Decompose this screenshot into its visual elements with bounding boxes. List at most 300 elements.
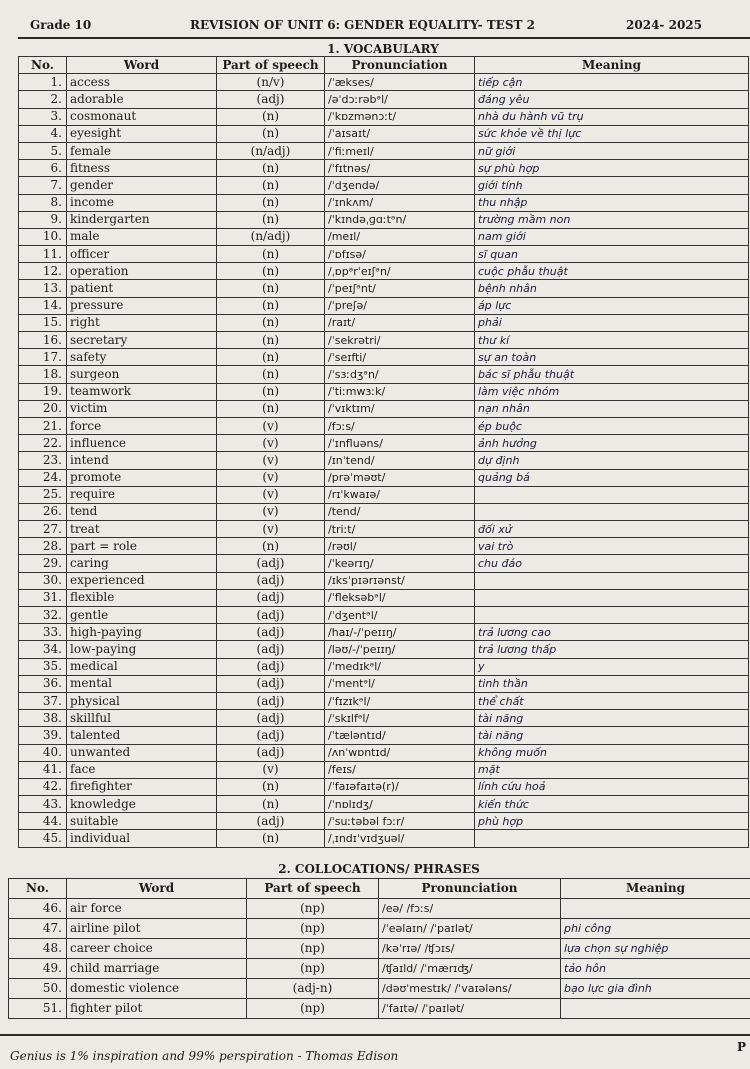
- table-row: [19, 297, 749, 314]
- word-cell: experienced: [67, 572, 217, 589]
- word-cell: physical: [67, 692, 217, 709]
- row-number-cell: 21.: [19, 417, 67, 434]
- col-header-meaning: Meaning: [561, 879, 750, 899]
- table-row: [19, 486, 749, 503]
- table-row: [19, 572, 749, 589]
- meaning-cell: y: [475, 658, 749, 675]
- row-number-cell: 48.: [9, 939, 67, 959]
- row-number-cell: 43.: [19, 796, 67, 813]
- part-of-speech-cell: (adj): [217, 91, 325, 108]
- part-of-speech-cell: (np): [247, 959, 379, 979]
- page-header: [30, 18, 702, 34]
- word-cell: intend: [67, 452, 217, 469]
- table-row: [19, 349, 749, 366]
- table-row: [19, 108, 749, 125]
- pronunciation-cell: /ˈdʒentᵊl/: [325, 607, 475, 624]
- word-cell: adorable: [67, 91, 217, 108]
- table-row: [9, 959, 750, 979]
- meaning-cell: sự phù hợp: [475, 160, 749, 177]
- row-number-cell: 13.: [19, 280, 67, 297]
- word-cell: victim: [67, 400, 217, 417]
- meaning-cell: lính cứu hoả: [475, 778, 749, 795]
- meaning-cell: phù hợp: [475, 813, 749, 830]
- part-of-speech-cell: (adj): [217, 589, 325, 606]
- part-of-speech-cell: (n): [217, 263, 325, 280]
- word-cell: access: [67, 74, 217, 91]
- word-cell: low-paying: [67, 641, 217, 658]
- pronunciation-cell: /ˈkeərɪŋ/: [325, 555, 475, 572]
- meaning-cell: nhà du hành vũ trụ: [475, 108, 749, 125]
- table-row: [19, 452, 749, 469]
- meaning-cell: thu nhập: [475, 194, 749, 211]
- pronunciation-cell: /ˈmentᵊl/: [325, 675, 475, 692]
- part-of-speech-cell: (n): [217, 194, 325, 211]
- word-cell: teamwork: [67, 383, 217, 400]
- meaning-cell: sự an toàn: [475, 349, 749, 366]
- table-row: [9, 919, 750, 939]
- part-of-speech-cell: (np): [247, 899, 379, 919]
- table-row: [19, 830, 749, 847]
- word-cell: gentle: [67, 607, 217, 624]
- pronunciation-cell: /ˈskɪlfᵊl/: [325, 710, 475, 727]
- meaning-cell: trả lương cao: [475, 624, 749, 641]
- word-cell: face: [67, 761, 217, 778]
- row-number-cell: 24.: [19, 469, 67, 486]
- row-number-cell: 23.: [19, 452, 67, 469]
- pronunciation-cell: /ˈtæləntɪd/: [325, 727, 475, 744]
- part-of-speech-cell: (n/adj): [217, 228, 325, 245]
- table-row: [19, 607, 749, 624]
- pronunciation-cell: /ˈfɪtnəs/: [325, 160, 475, 177]
- word-cell: high-paying: [67, 624, 217, 641]
- part-of-speech-cell: (n/adj): [217, 142, 325, 159]
- vocabulary-section-title: 1. VOCABULARY: [327, 42, 439, 56]
- table-row: [19, 366, 749, 383]
- part-of-speech-cell: (v): [217, 486, 325, 503]
- table-row: [19, 538, 749, 555]
- pronunciation-cell: /ˈɪnfluəns/: [325, 435, 475, 452]
- meaning-cell: tài năng: [475, 727, 749, 744]
- table-row: [19, 778, 749, 795]
- row-number-cell: 42.: [19, 778, 67, 795]
- row-number-cell: 39.: [19, 727, 67, 744]
- row-number-cell: 31.: [19, 589, 67, 606]
- row-number-cell: 17.: [19, 349, 67, 366]
- table-row: [19, 675, 749, 692]
- meaning-cell: phải: [475, 314, 749, 331]
- row-number-cell: 45.: [19, 830, 67, 847]
- word-cell: suitable: [67, 813, 217, 830]
- part-of-speech-cell: (adj): [217, 744, 325, 761]
- row-number-cell: 49.: [9, 959, 67, 979]
- table-row: [19, 211, 749, 228]
- part-of-speech-cell: (adj): [217, 607, 325, 624]
- col-header-no: No.: [9, 879, 67, 899]
- meaning-cell: [475, 503, 749, 520]
- meaning-cell: dự định: [475, 452, 749, 469]
- grade-label: Grade 10: [30, 18, 92, 32]
- row-number-cell: 3.: [19, 108, 67, 125]
- pronunciation-cell: /ˈfleksəbᵊl/: [325, 589, 475, 606]
- row-number-cell: 33.: [19, 624, 67, 641]
- pronunciation-cell: /ˈfɪzɪkᵊl/: [325, 692, 475, 709]
- pronunciation-cell: /tend/: [325, 503, 475, 520]
- col-header-pronunciation: Pronunciation: [379, 879, 561, 899]
- col-header-meaning: Meaning: [475, 57, 749, 74]
- meaning-cell: đáng yêu: [475, 91, 749, 108]
- pronunciation-cell: /əˈdɔːrəbᵊl/: [325, 91, 475, 108]
- table-row: [19, 641, 749, 658]
- word-cell: caring: [67, 555, 217, 572]
- table-row: [9, 899, 750, 919]
- pronunciation-cell: /kəˈrɪə/ /ʧɔɪs/: [379, 939, 561, 959]
- pronunciation-cell: /triːt/: [325, 521, 475, 538]
- row-number-cell: 34.: [19, 641, 67, 658]
- part-of-speech-cell: (adj-n): [247, 979, 379, 999]
- row-number-cell: 35.: [19, 658, 67, 675]
- word-cell: domestic violence: [67, 979, 247, 999]
- meaning-cell: [475, 607, 749, 624]
- row-number-cell: 38.: [19, 710, 67, 727]
- row-number-cell: 19.: [19, 383, 67, 400]
- table-row: [19, 177, 749, 194]
- table-row: [19, 400, 749, 417]
- meaning-cell: thư kí: [475, 332, 749, 349]
- meaning-cell: lựa chọn sự nghiệp: [561, 939, 750, 959]
- table-row: [19, 246, 749, 263]
- meaning-cell: trường mầm non: [475, 211, 749, 228]
- word-cell: knowledge: [67, 796, 217, 813]
- school-year: 2024- 2025: [626, 18, 702, 32]
- collocations-section-title: 2. COLLOCATIONS/ PHRASES: [278, 862, 480, 876]
- pronunciation-cell: /ˈfaɪtə/ /ˈpaɪlət/: [379, 999, 561, 1019]
- row-number-cell: 12.: [19, 263, 67, 280]
- row-number-cell: 37.: [19, 692, 67, 709]
- meaning-cell: ép buộc: [475, 417, 749, 434]
- page-mark: P: [736, 1040, 746, 1054]
- pronunciation-cell: /ɪksˈpɪərɪənst/: [325, 572, 475, 589]
- row-number-cell: 6.: [19, 160, 67, 177]
- part-of-speech-cell: (adj): [217, 572, 325, 589]
- word-cell: career choice: [67, 939, 247, 959]
- pronunciation-cell: /ˈnɒlɪdʒ/: [325, 796, 475, 813]
- table-row: [19, 332, 749, 349]
- meaning-cell: phi công: [561, 919, 750, 939]
- footer-rule: [0, 1034, 750, 1036]
- table-row: [19, 727, 749, 744]
- meaning-cell: [561, 999, 750, 1019]
- table-row: [19, 710, 749, 727]
- table-row: [19, 813, 749, 830]
- word-cell: tend: [67, 503, 217, 520]
- pronunciation-cell: /ˈfiːmeɪl/: [325, 142, 475, 159]
- part-of-speech-cell: (adj): [217, 624, 325, 641]
- part-of-speech-cell: (n): [217, 125, 325, 142]
- word-cell: fitness: [67, 160, 217, 177]
- part-of-speech-cell: (adj): [217, 813, 325, 830]
- part-of-speech-cell: (adj): [217, 555, 325, 572]
- pronunciation-cell: /fɔːs/: [325, 417, 475, 434]
- row-number-cell: 26.: [19, 503, 67, 520]
- vocabulary-table: [18, 56, 749, 848]
- part-of-speech-cell: (n): [217, 830, 325, 847]
- part-of-speech-cell: (n/v): [217, 74, 325, 91]
- table-row: [19, 521, 749, 538]
- row-number-cell: 36.: [19, 675, 67, 692]
- part-of-speech-cell: (n): [217, 160, 325, 177]
- part-of-speech-cell: (v): [217, 469, 325, 486]
- pronunciation-cell: /ʌnˈwɒntɪd/: [325, 744, 475, 761]
- col-header-part-of-speech: Part of speech: [217, 57, 325, 74]
- row-number-cell: 29.: [19, 555, 67, 572]
- meaning-cell: giới tính: [475, 177, 749, 194]
- pronunciation-cell: /ˈtiːmwɜːk/: [325, 383, 475, 400]
- table-row: [19, 91, 749, 108]
- part-of-speech-cell: (v): [217, 761, 325, 778]
- meaning-cell: sức khỏe về thị lực: [475, 125, 749, 142]
- meaning-cell: tảo hôn: [561, 959, 750, 979]
- part-of-speech-cell: (n): [217, 332, 325, 349]
- pronunciation-cell: /ˈkɒzmənɔːt/: [325, 108, 475, 125]
- table-row: [19, 280, 749, 297]
- table-row: [19, 194, 749, 211]
- row-number-cell: 1.: [19, 74, 67, 91]
- meaning-cell: áp lực: [475, 297, 749, 314]
- table-row: [19, 796, 749, 813]
- meaning-cell: nạn nhân: [475, 400, 749, 417]
- table-row: [19, 761, 749, 778]
- word-cell: operation: [67, 263, 217, 280]
- word-cell: influence: [67, 435, 217, 452]
- meaning-cell: ảnh hưởng: [475, 435, 749, 452]
- word-cell: gender: [67, 177, 217, 194]
- word-cell: income: [67, 194, 217, 211]
- table-row: [19, 263, 749, 280]
- row-number-cell: 44.: [19, 813, 67, 830]
- part-of-speech-cell: (np): [247, 939, 379, 959]
- part-of-speech-cell: (v): [217, 435, 325, 452]
- meaning-cell: nữ giới: [475, 142, 749, 159]
- part-of-speech-cell: (n): [217, 778, 325, 795]
- pronunciation-cell: /ˈɪnkʌm/: [325, 194, 475, 211]
- pronunciation-cell: /ˈsekrətri/: [325, 332, 475, 349]
- table-row: [19, 417, 749, 434]
- row-number-cell: 5.: [19, 142, 67, 159]
- meaning-cell: [561, 899, 750, 919]
- table-row: [19, 503, 749, 520]
- pronunciation-cell: /raɪt/: [325, 314, 475, 331]
- table-row: [9, 999, 750, 1019]
- row-number-cell: 50.: [9, 979, 67, 999]
- pronunciation-cell: /ˈsɜːdʒᵊn/: [325, 366, 475, 383]
- part-of-speech-cell: (n): [217, 246, 325, 263]
- meaning-cell: bệnh nhân: [475, 280, 749, 297]
- row-number-cell: 7.: [19, 177, 67, 194]
- part-of-speech-cell: (adj): [217, 692, 325, 709]
- part-of-speech-cell: (n): [217, 314, 325, 331]
- footer-quote: Genius is 1% inspiration and 99% perspiration - Thomas Edison: [10, 1049, 399, 1063]
- word-cell: force: [67, 417, 217, 434]
- table-row: [19, 589, 749, 606]
- pronunciation-cell: /ˈeəlaɪn/ /ˈpaɪlət/: [379, 919, 561, 939]
- row-number-cell: 47.: [9, 919, 67, 939]
- word-cell: talented: [67, 727, 217, 744]
- col-header-no: No.: [19, 57, 67, 74]
- table-row: [19, 74, 749, 91]
- word-cell: male: [67, 228, 217, 245]
- meaning-cell: tiếp cận: [475, 74, 749, 91]
- word-cell: treat: [67, 521, 217, 538]
- row-number-cell: 14.: [19, 297, 67, 314]
- word-cell: patient: [67, 280, 217, 297]
- part-of-speech-cell: (n): [217, 280, 325, 297]
- pronunciation-cell: /ˈpeɪʃᵊnt/: [325, 280, 475, 297]
- word-cell: individual: [67, 830, 217, 847]
- table-row: [19, 142, 749, 159]
- part-of-speech-cell: (adj): [217, 675, 325, 692]
- row-number-cell: 15.: [19, 314, 67, 331]
- pronunciation-cell: /ˈpreʃə/: [325, 297, 475, 314]
- word-cell: eyesight: [67, 125, 217, 142]
- word-cell: airline pilot: [67, 919, 247, 939]
- part-of-speech-cell: (n): [217, 383, 325, 400]
- row-number-cell: 2.: [19, 91, 67, 108]
- word-cell: secretary: [67, 332, 217, 349]
- word-cell: require: [67, 486, 217, 503]
- part-of-speech-cell: (np): [247, 919, 379, 939]
- part-of-speech-cell: (n): [217, 538, 325, 555]
- row-number-cell: 18.: [19, 366, 67, 383]
- word-cell: female: [67, 142, 217, 159]
- word-cell: pressure: [67, 297, 217, 314]
- part-of-speech-cell: (v): [217, 503, 325, 520]
- table-row: [9, 979, 750, 999]
- pronunciation-cell: /dəʊˈmestɪk/ /ˈvaɪələns/: [379, 979, 561, 999]
- row-number-cell: 11.: [19, 246, 67, 263]
- table-row: [19, 658, 749, 675]
- row-number-cell: 25.: [19, 486, 67, 503]
- meaning-cell: vai trò: [475, 538, 749, 555]
- meaning-cell: mặt: [475, 761, 749, 778]
- part-of-speech-cell: (adj): [217, 658, 325, 675]
- part-of-speech-cell: (np): [247, 999, 379, 1019]
- meaning-cell: tinh thần: [475, 675, 749, 692]
- col-header-word: Word: [67, 57, 217, 74]
- word-cell: child marriage: [67, 959, 247, 979]
- word-cell: promote: [67, 469, 217, 486]
- meaning-cell: không muốn: [475, 744, 749, 761]
- collocations-header-row: [9, 879, 750, 899]
- table-row: [19, 555, 749, 572]
- pronunciation-cell: /ˈaɪsaɪt/: [325, 125, 475, 142]
- meaning-cell: [475, 486, 749, 503]
- pronunciation-cell: /haɪ/-/ˈpeɪɪŋ/: [325, 624, 475, 641]
- row-number-cell: 51.: [9, 999, 67, 1019]
- part-of-speech-cell: (adj): [217, 641, 325, 658]
- row-number-cell: 8.: [19, 194, 67, 211]
- col-header-word: Word: [67, 879, 247, 899]
- table-row: [19, 744, 749, 761]
- pronunciation-cell: /ˈvɪktɪm/: [325, 400, 475, 417]
- part-of-speech-cell: (n): [217, 366, 325, 383]
- pronunciation-cell: /feɪs/: [325, 761, 475, 778]
- word-cell: flexible: [67, 589, 217, 606]
- meaning-cell: [475, 830, 749, 847]
- meaning-cell: tài năng: [475, 710, 749, 727]
- pronunciation-cell: /ˈɒfɪsə/: [325, 246, 475, 263]
- pronunciation-cell: /ˈmedɪkᵊl/: [325, 658, 475, 675]
- row-number-cell: 9.: [19, 211, 67, 228]
- word-cell: unwanted: [67, 744, 217, 761]
- word-cell: surgeon: [67, 366, 217, 383]
- part-of-speech-cell: (v): [217, 452, 325, 469]
- part-of-speech-cell: (v): [217, 417, 325, 434]
- col-header-pronunciation: Pronunciation: [325, 57, 475, 74]
- word-cell: firefighter: [67, 778, 217, 795]
- meaning-cell: bạo lực gia đình: [561, 979, 750, 999]
- pronunciation-cell: /ˈkɪndəˌɡɑːtᵊn/: [325, 211, 475, 228]
- meaning-cell: trả lương thấp: [475, 641, 749, 658]
- row-number-cell: 32.: [19, 607, 67, 624]
- row-number-cell: 30.: [19, 572, 67, 589]
- meaning-cell: sĩ quan: [475, 246, 749, 263]
- table-row: [19, 125, 749, 142]
- pronunciation-cell: /ɪnˈtend/: [325, 452, 475, 469]
- row-number-cell: 10.: [19, 228, 67, 245]
- pronunciation-cell: /ˈfaɪəfaɪtə(r)/: [325, 778, 475, 795]
- meaning-cell: quảng bá: [475, 469, 749, 486]
- part-of-speech-cell: (n): [217, 349, 325, 366]
- row-number-cell: 16.: [19, 332, 67, 349]
- header-rule: [18, 37, 750, 39]
- pronunciation-cell: /prəˈməʊt/: [325, 469, 475, 486]
- table-row: [9, 939, 750, 959]
- part-of-speech-cell: (adj): [217, 710, 325, 727]
- table-row: [19, 624, 749, 641]
- part-of-speech-cell: (n): [217, 108, 325, 125]
- word-cell: officer: [67, 246, 217, 263]
- word-cell: kindergarten: [67, 211, 217, 228]
- word-cell: part = role: [67, 538, 217, 555]
- row-number-cell: 46.: [9, 899, 67, 919]
- row-number-cell: 41.: [19, 761, 67, 778]
- table-row: [19, 435, 749, 452]
- meaning-cell: bác sĩ phẫu thuật: [475, 366, 749, 383]
- table-row: [19, 469, 749, 486]
- table-row: [19, 692, 749, 709]
- part-of-speech-cell: (v): [217, 521, 325, 538]
- pronunciation-cell: /ˈsuːtəbəl fɔːr/: [325, 813, 475, 830]
- meaning-cell: làm việc nhóm: [475, 383, 749, 400]
- meaning-cell: [475, 572, 749, 589]
- row-number-cell: 22.: [19, 435, 67, 452]
- pronunciation-cell: /rəʊl/: [325, 538, 475, 555]
- part-of-speech-cell: (n): [217, 796, 325, 813]
- word-cell: fighter pilot: [67, 999, 247, 1019]
- table-row: [19, 383, 749, 400]
- pronunciation-cell: /ʧaɪld/ /ˈmærɪʤ/: [379, 959, 561, 979]
- part-of-speech-cell: (n): [217, 400, 325, 417]
- col-header-part-of-speech: Part of speech: [247, 879, 379, 899]
- word-cell: medical: [67, 658, 217, 675]
- part-of-speech-cell: (n): [217, 297, 325, 314]
- meaning-cell: thể chất: [475, 692, 749, 709]
- pronunciation-cell: /ˌɒpᵊrˈeɪʃᵊn/: [325, 263, 475, 280]
- table-row: [19, 228, 749, 245]
- meaning-cell: cuộc phẫu thuật: [475, 263, 749, 280]
- word-cell: skillful: [67, 710, 217, 727]
- collocations-table: [8, 878, 750, 1019]
